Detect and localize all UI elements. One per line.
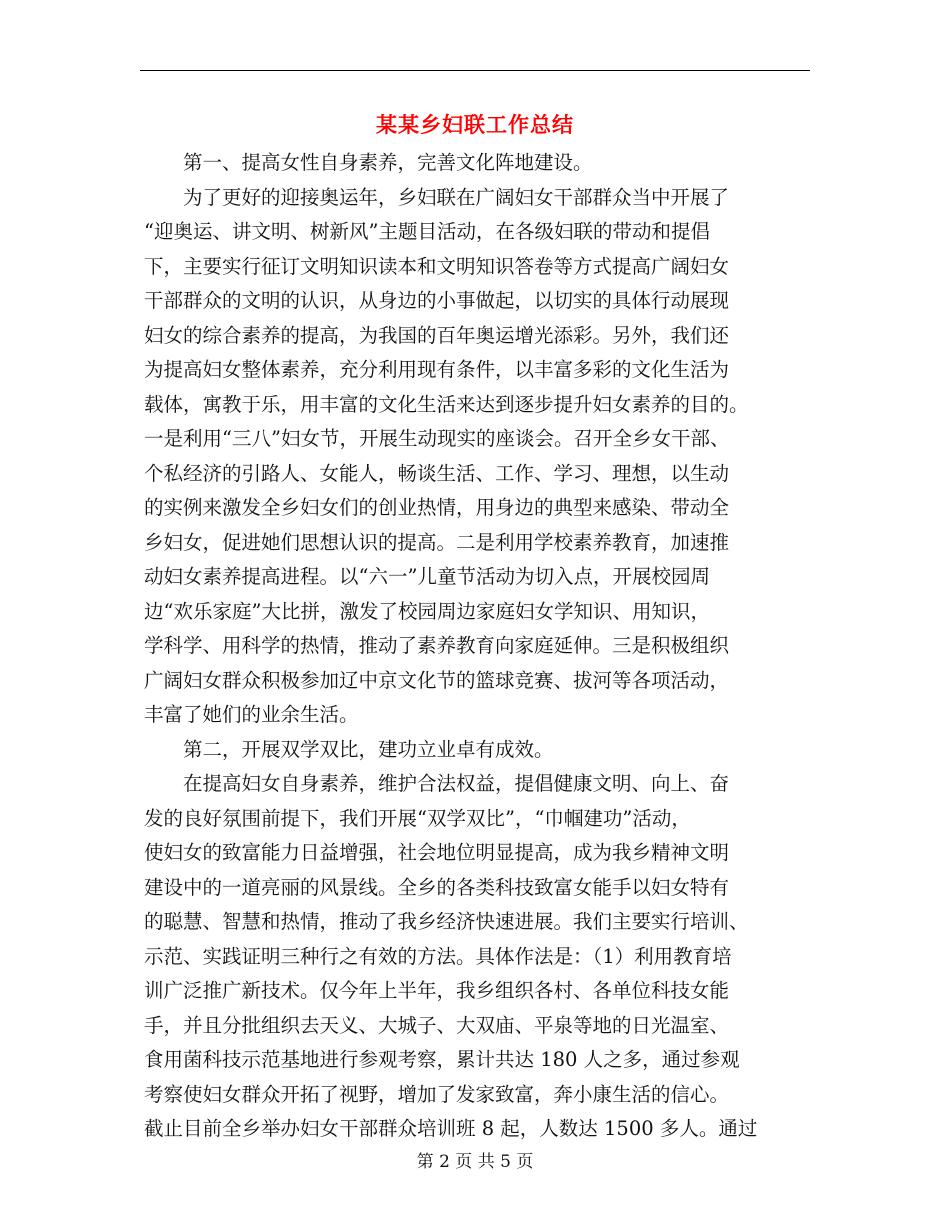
text-line: 截止目前全乡举办妇女干部群众培训班 8 起，人数达 1500 多人。通过 [144,1117,758,1140]
text-line: 丰富了她们的业余生活。 [144,703,359,726]
text-line: 边“欢乐家庭”大比拼，激发了校园周边家庭妇女学知识、用知识， [144,599,710,623]
text-line: 为了更好的迎接奥运年，乡妇联在广阔妇女干部群众当中开展了 [183,185,730,209]
text-line: 一是利用“三八”妇女节，开展生动现实的座谈会。召开全乡女干部、 [144,427,730,450]
text-line: 动妇女素养提高进程。以“六一”儿童节活动为切入点，开展校园周 [144,565,710,588]
text-line: 发的良好氛围前提下，我们开展“双学双比”，“巾帼建功”活动， [144,806,691,830]
text-line: 示范、实践证明三种行之有效的方法。具体作法是：（1）利用教育培 [144,944,732,968]
text-line: 学科学、用科学的热情，推动了素养教育向家庭延伸。三是积极组织 [144,634,730,657]
text-line: 手，并且分批组织去天义、大城子、大双庙、平泉等地的日光温室、 [144,1013,730,1037]
page-footer: 第 2 页 共 5 页 [416,1152,534,1172]
text-line: “迎奥运、讲文明、树新风”主题目活动，在各级妇联的带动和提倡 [144,220,710,243]
text-line: 乡妇女，促进她们思想认识的提高。二是利用学校素养教育，加速推 [144,530,730,554]
text-line: 使妇女的致富能力日益增强，社会地位明显提高，成为我乡精神文明 [144,841,730,864]
text-line: 第二，开展双学双比，建功立业卓有成效。 [183,737,554,761]
text-line: 载体，寓教于乐，用丰富的文化生活来达到逐步提升妇女素养的目的。 [144,392,749,416]
text-line: 在提高妇女自身素养，维护合法权益，提倡健康文明、向上、奋 [183,772,730,795]
text-line: 个私经济的引路人、女能人，畅谈生活、工作、学习、理想，以生动 [144,461,730,485]
text-line: 干部群众的文明的认识，从身边的小事做起，以切实的具体行动展现 [144,289,730,312]
text-line: 第一、提高女性自身素养，完善文化阵地建设。 [183,151,593,174]
text-line: 考察使妇女群众开拓了视野，增加了发家致富，奔小康生活的信心。 [144,1082,730,1106]
text-line: 食用菌科技示范基地进行参观考察，累计共达 180 人之多，通过参观 [144,1048,740,1071]
text-line: 训广泛推广新技术。仅今年上半年，我乡组织各村、各单位科技女能 [144,979,730,1002]
page-title: 某某乡妇联工作总结 [376,112,574,137]
text-line: 的聪慧、智慧和热情，推动了我乡经济快速进展。我们主要实行培训、 [144,910,749,933]
text-line: 广阔妇女群众积极参加辽中京文化节的篮球竞赛、拔河等各项活动， [144,668,730,692]
text-line: 建设中的一道亮丽的风景线。全乡的各类科技致富女能手以妇女特有 [144,875,730,899]
header-rule [140,70,810,71]
text-line: 的实例来激发全乡妇女们的创业热情，用身边的典型来感染、带动全 [144,496,730,519]
text-line: 下，主要实行征订文明知识读本和文明知识答卷等方式提高广阔妇女 [144,254,730,278]
text-line: 为提高妇女整体素养，充分利用现有条件，以丰富多彩的文化生活为 [144,358,730,381]
text-line: 妇女的综合素养的提高，为我国的百年奥运增光添彩。另外，我们还 [144,323,730,347]
document-body [144,146,810,1147]
